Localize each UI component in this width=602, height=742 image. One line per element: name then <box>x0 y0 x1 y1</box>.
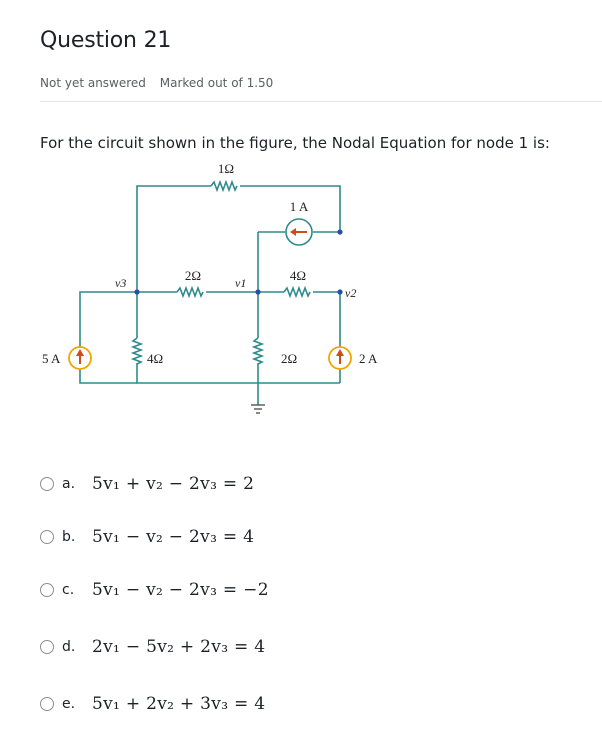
option-b[interactable] <box>40 524 254 550</box>
option-e-letter: e. <box>62 696 76 712</box>
label-cs-left: 5 A <box>42 351 61 366</box>
option-c-equation: 5v₁ − v₂ − 2v₃ = −2 <box>92 580 269 600</box>
option-c[interactable] <box>40 577 269 603</box>
option-d-equation: 2v₁ − 5v₂ + 2v₃ = 4 <box>92 637 266 657</box>
option-a[interactable] <box>40 471 254 497</box>
current-source-5a-icon <box>69 347 91 369</box>
option-e-equation: 5v₁ + 2v₂ + 3v₃ = 4 <box>92 694 266 714</box>
label-r-v3v1: 2Ω <box>184 268 202 283</box>
label-node-v1: v1 <box>235 276 247 290</box>
option-c-letter: c. <box>62 582 75 598</box>
option-d-letter: d. <box>62 639 76 655</box>
label-r-v3gnd: 4Ω <box>147 351 164 366</box>
label-r-v1gnd: 2Ω <box>281 351 298 366</box>
option-e[interactable] <box>40 691 265 717</box>
option-b-letter: b. <box>62 529 76 545</box>
node-v1-dot <box>255 289 260 294</box>
label-cs-top: 1 A <box>289 199 309 214</box>
option-b-equation: 5v₁ − v₂ − 2v₃ = 4 <box>92 527 255 547</box>
node-top-right-dot <box>337 229 342 234</box>
label-node-v2: v2 <box>345 286 357 300</box>
option-e-radio[interactable] <box>40 697 54 711</box>
node-v3-dot <box>134 289 139 294</box>
current-source-1a-icon <box>286 219 312 245</box>
label-node-v3: v3 <box>115 276 127 290</box>
label-cs-right: 2 A <box>359 351 378 366</box>
option-a-equation: 5v₁ + v₂ − 2v₃ = 2 <box>92 474 255 494</box>
current-source-2a-icon <box>329 347 351 369</box>
node-v2-dot <box>337 289 342 294</box>
label-r-v1v2: 4Ω <box>289 268 307 283</box>
option-a-letter: a. <box>62 476 76 492</box>
question-title: Question 21 <box>40 28 172 53</box>
option-d[interactable] <box>40 634 265 660</box>
option-d-radio[interactable] <box>40 640 54 654</box>
question-text: For the circuit shown in the figure, the Nodal Equation for node 1 is: <box>40 134 550 152</box>
option-a-radio[interactable] <box>40 477 54 491</box>
circuit-wires <box>80 182 340 405</box>
ground-icon <box>251 405 265 413</box>
label-r-top: 1Ω <box>217 161 235 176</box>
option-c-radio[interactable] <box>40 583 54 597</box>
option-b-radio[interactable] <box>40 530 54 544</box>
question-marks: Marked out of 1.50 <box>159 76 274 90</box>
question-status: Not yet answered <box>40 76 146 90</box>
